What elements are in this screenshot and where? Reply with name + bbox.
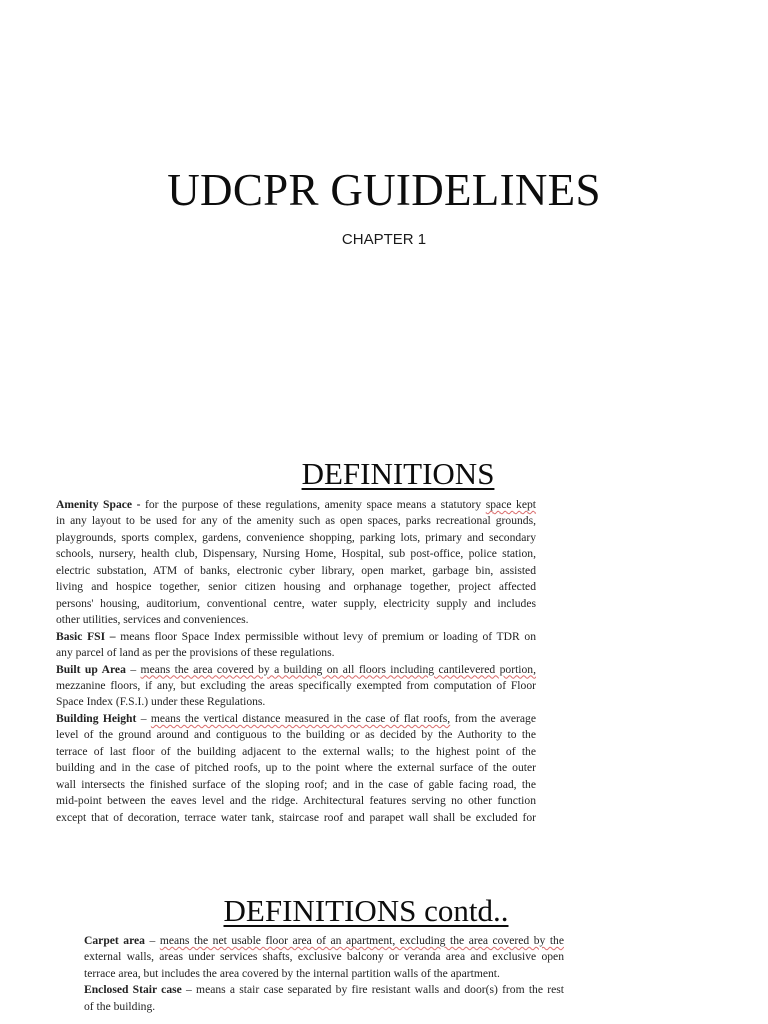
definition-text: from the average: [450, 711, 536, 725]
text-line: [84, 982, 564, 998]
section-heading-definitions-contd: DEFINITIONS contd..: [223, 893, 509, 928]
definition-text: any parcel of land as per the provisions of these regulations.: [56, 646, 335, 660]
definition-text: –: [130, 662, 141, 676]
definition-text: of the building.: [84, 999, 156, 1013]
text-line: [56, 645, 536, 661]
text-line: [56, 513, 536, 529]
definition-text: wall intersects the finished surface of the sloping roof; and in the case of gable facing road, the: [56, 777, 536, 791]
definition-text: means the area covered by a building on all floors including cantilevered portion,: [140, 662, 536, 676]
definition-text: –: [149, 934, 160, 947]
definition-term: Carpet area: [84, 934, 150, 947]
page-title: UDCPR GUIDELINES: [167, 165, 601, 215]
definition-text: other utilities, services and conveniences.: [56, 613, 249, 627]
definition-text: –: [186, 983, 197, 997]
definition-text: Space Index (F.S.I.) under these Regulations.: [56, 695, 266, 709]
text-line: [56, 530, 536, 546]
definition-text: means the net usable floor area of an apartment, excluding the area covered by the: [159, 934, 564, 947]
definition-text: mezzanine floors, if any, but excluding the areas specifically exempted from computation of Floor: [56, 678, 536, 692]
definition-term: Building Height: [56, 711, 141, 725]
section-heading-definitions: DEFINITIONS: [301, 456, 495, 491]
text-line: [56, 777, 536, 793]
text-line: [56, 596, 536, 612]
text-line: [56, 563, 536, 579]
definition-text: –: [140, 711, 151, 725]
text-line: [56, 497, 536, 513]
definition-text: mid-point between the eaves level and the ridge. Architectural features serving no other function: [56, 794, 536, 808]
definition-term: Amenity Space -: [56, 498, 145, 511]
text-line: [56, 546, 536, 562]
definition-text: space kept: [485, 498, 537, 511]
definition-text: electric substation, ATM of banks, electronic cyber library, open market, garbage bin, assisted: [56, 563, 536, 577]
text-line: [56, 612, 536, 628]
definition-text: external walls, areas under services shafts, exclusive balcony or veranda area and exclusive open: [84, 950, 564, 964]
definition-text: level of the ground around and contiguous to the building or as decided by the Authority to the: [56, 728, 536, 742]
definition-text: for the purpose of these regulations, amenity space means a statutory: [145, 498, 486, 511]
text-line: [84, 949, 564, 965]
definition-text: playgrounds, sports complex, gardens, convenience shopping, parking lots, primary and secondary: [56, 530, 536, 544]
text-line: [56, 678, 536, 694]
text-line: [56, 662, 536, 678]
text-line: [56, 579, 536, 595]
definition-term: Built up Area: [56, 662, 131, 676]
definition-text: means the vertical distance measured in the case of flat roofs,: [150, 711, 451, 725]
text-line: [56, 760, 536, 776]
text-line: [56, 727, 536, 743]
chapter-subtitle: CHAPTER 1: [341, 231, 427, 248]
definition-text: persons' housing, auditorium, conventional centre, water supply, electricity supply and includes: [56, 596, 536, 610]
definition-text: living and hospice together, senior citizen housing and orphanage together, project affected: [56, 580, 536, 594]
definition-text: means floor Space Index permissible without levy of premium or loading of TDR on: [120, 629, 536, 643]
text-line: [56, 694, 536, 710]
definition-text: terrace of last floor of the building adjacent to the external walls; to the highest point of the: [56, 744, 536, 758]
text-line: [84, 933, 564, 949]
definition-term: Basic FSI –: [56, 629, 121, 643]
definition-text: except that of decoration, terrace water tank, staircase roof and parapet wall shall be excluded for: [56, 810, 536, 824]
definition-text: terrace area, but includes the area covered by the internal partition walls of the apartment.: [84, 966, 500, 980]
definitions-contd-text-block: [84, 933, 564, 1015]
definition-text: in any layout to be used for any of the amenity such as open spaces, parks recreational grounds,: [56, 514, 536, 528]
text-line: [56, 810, 536, 826]
text-line: [84, 999, 564, 1015]
text-line: [56, 793, 536, 809]
text-line: [56, 629, 536, 645]
definition-text: means a stair case separated by fire resistant walls and door(s) from the rest: [196, 983, 564, 997]
definition-text: building and in the case of pitched roofs, up to the point where the external surface of the outer: [56, 761, 536, 775]
definitions-text-block: [56, 497, 536, 826]
definition-text: schools, nursery, health club, Dispensary, Nursing Home, Hospital, sub post-office, police station,: [56, 547, 536, 561]
text-line: [56, 744, 536, 760]
definition-term: Enclosed Stair case: [84, 983, 187, 997]
text-line: [56, 711, 536, 727]
text-line: [84, 966, 564, 982]
